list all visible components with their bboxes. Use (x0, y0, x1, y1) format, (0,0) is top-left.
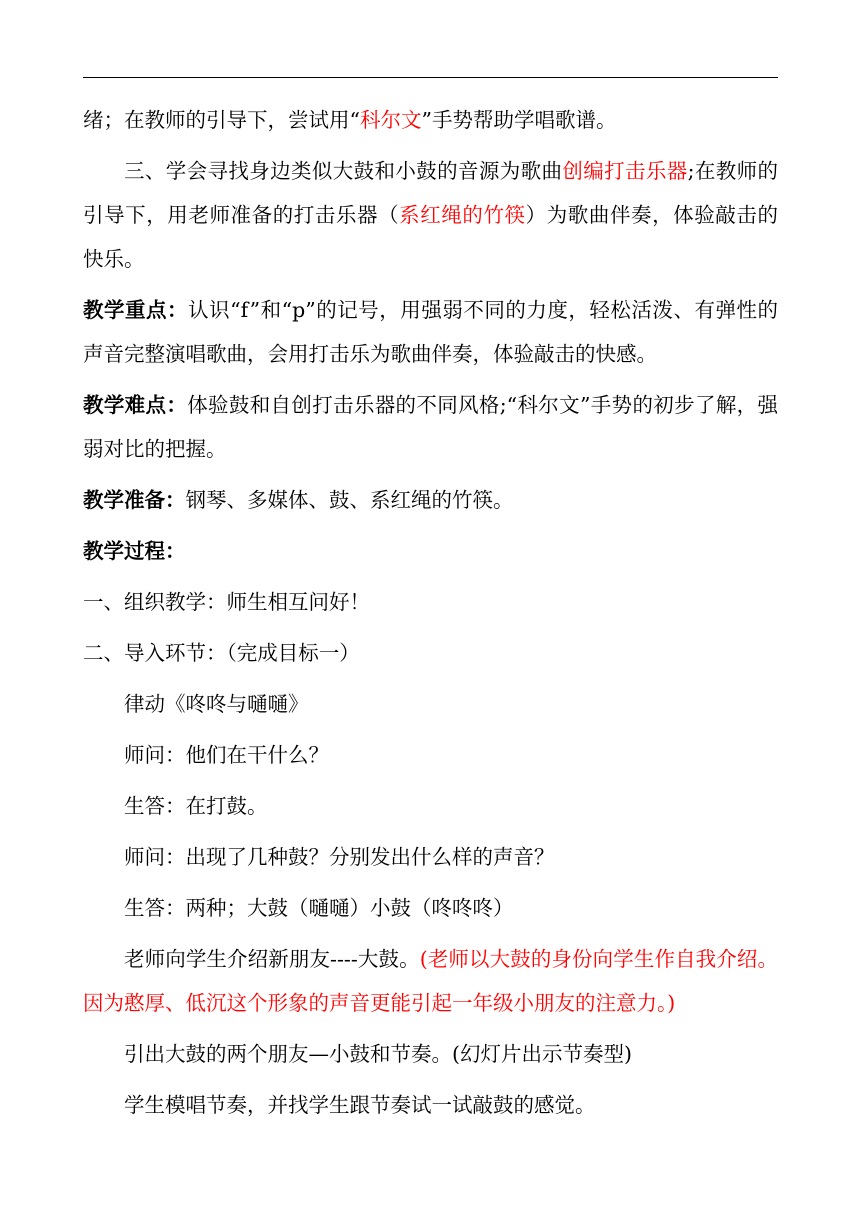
objective-three-post: ）为歌曲伴奏，体验敲击的快乐。 (83, 203, 778, 271)
objective-three-pre: 三、学会寻找身边类似大鼓和小鼓的音源为歌曲 (124, 159, 563, 183)
difficulties-text: 体验鼓和自创打击乐器的不同风格;“科尔文”手势的初步了解，强弱对比的把握。 (83, 393, 778, 461)
key-points (83, 288, 778, 376)
key-points-label: 教学重点： (83, 298, 189, 322)
preparation-text: 钢琴、多媒体、鼓、系红绳的竹筷。 (185, 488, 514, 512)
objective-continuation (83, 98, 778, 142)
dialogue-line: 生答：在打鼓。 (124, 794, 268, 818)
key-points-text: 认识“f”和“p”的记号，用强弱不同的力度，轻松活泼、有弹性的声音完整演唱歌曲，会用打击乐为歌曲伴奏，体验敲击的快感。 (83, 298, 778, 366)
process-step-one: 一、组织教学：师生相互问好！ (83, 590, 370, 614)
preparation-label: 教学准备： (83, 488, 186, 512)
big-drum-intro (83, 937, 778, 1025)
dialogue-line: 律动《咚咚与嗵嗵》 (124, 692, 309, 716)
process-heading: 教学过程： (83, 539, 186, 563)
objective-continuation-pre: 绪；在教师的引导下，尝试用“ (83, 108, 360, 132)
objective-three-mid: ;在教师的引导下，用老师准备的打击乐器（ (83, 159, 778, 227)
chopsticks-highlight: 系红绳的竹筷 (399, 203, 526, 227)
preparation (83, 478, 778, 522)
objective-continuation-post: ”手势帮助学唱歌谱。 (421, 108, 617, 132)
rhythm-line: 学生模唱节奏，并找学生跟节奏试一试敲鼓的感觉。 (124, 1093, 596, 1117)
lesson-plan-body (83, 98, 778, 1134)
difficulties (83, 383, 778, 471)
big-drum-intro-text: 老师向学生介绍新朋友----大鼓。 (124, 947, 420, 971)
header-rule (83, 77, 778, 78)
dialogue-line: 生答：两种；大鼓（嗵嗵）小鼓（咚咚咚） (124, 896, 514, 920)
process-step-two: 二、导入环节：（完成目标一） (83, 641, 360, 665)
dialogue-line: 师问：出现了几种鼓？分别发出什么样的声音？ (124, 845, 555, 869)
difficulties-label: 教学难点： (83, 393, 188, 417)
kodaly-term-highlight: 科尔文 (359, 108, 422, 132)
dialogue-line: 师问：他们在干什么？ (124, 743, 329, 767)
teacher-note-highlight: (老师以大鼓的身份向学生作自我介绍。因为憨厚、低沉这个形象的声音更能引起一年级小朋友的注意力。) (83, 947, 778, 1015)
percussion-creation-highlight: 创编打击乐器 (562, 159, 688, 183)
rhythm-line: 引出大鼓的两个朋友—小鼓和节奏。(幻灯片出示节奏型) (124, 1042, 632, 1066)
objective-three (83, 149, 778, 281)
